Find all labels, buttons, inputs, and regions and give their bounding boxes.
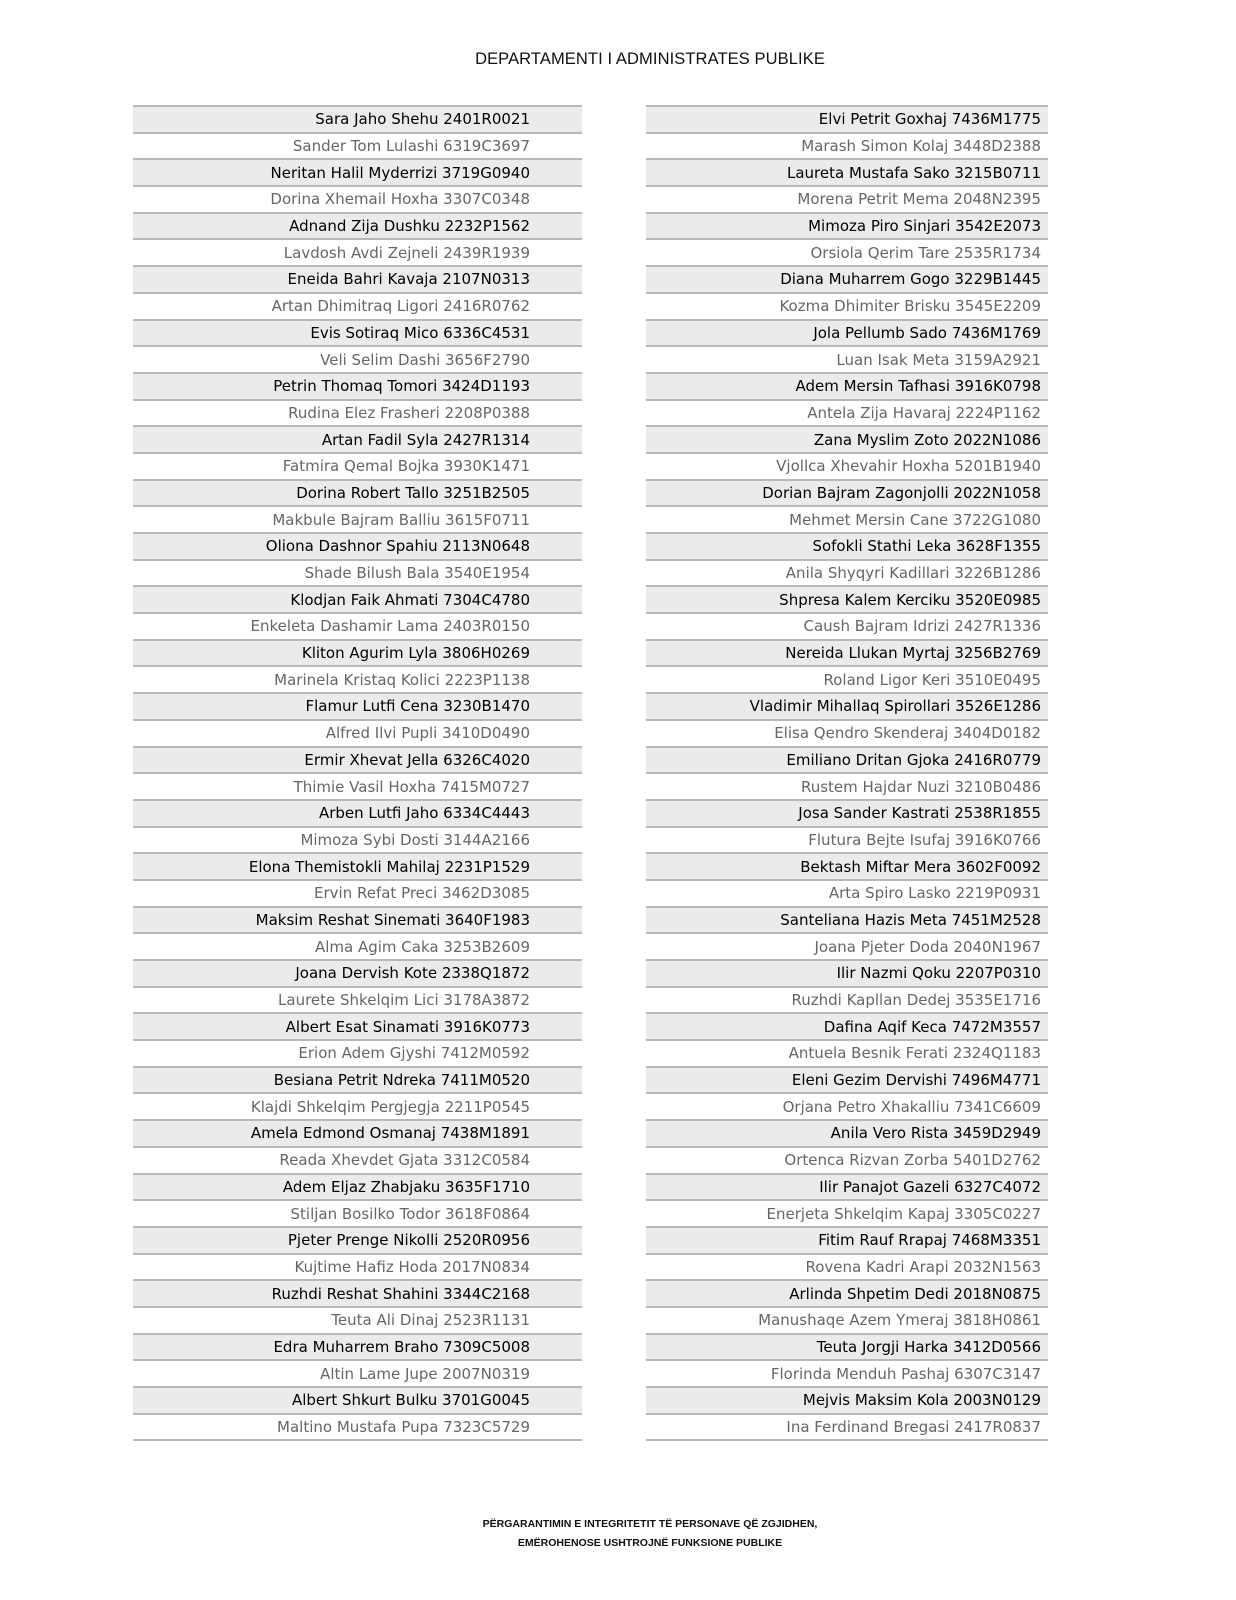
list-item: Bektash Miftar Mera 3602F0092: [646, 852, 1048, 879]
list-item: Kozma Dhimiter Brisku 3545E2209: [646, 292, 1048, 319]
list-item: Elvi Petrit Goxhaj 7436M1775: [646, 105, 1048, 132]
list-item: Ilir Panajot Gazeli 6327C4072: [646, 1173, 1048, 1200]
list-item: Florinda Menduh Pashaj 6307C3147: [646, 1359, 1048, 1386]
list-item: Alma Agim Caka 3253B2609: [133, 932, 582, 959]
list-item: Veli Selim Dashi 3656F2790: [133, 345, 582, 372]
list-item: Santeliana Hazis Meta 7451M2528: [646, 906, 1048, 933]
list-item: Kujtime Hafiz Hoda 2017N0834: [133, 1253, 582, 1280]
list-item: Anila Shyqyri Kadillari 3226B1286: [646, 559, 1048, 586]
footer-line-2: EMËROHENOSE USHTROJNË FUNKSIONE PUBLIKE: [517, 1537, 783, 1549]
list-item: Joana Dervish Kote 2338Q1872: [133, 959, 582, 986]
list-item: Elona Themistokli Mahilaj 2231P1529: [133, 852, 582, 879]
list-item: Anila Vero Rista 3459D2949: [646, 1119, 1048, 1146]
list-item: Amela Edmond Osmanaj 7438M1891: [133, 1119, 582, 1146]
list-item: Fatmira Qemal Bojka 3930K1471: [133, 452, 582, 479]
list-item: Thimie Vasil Hoxha 7415M0727: [133, 772, 582, 799]
list-item: Maltino Mustafa Pupa 7323C5729: [133, 1413, 582, 1440]
list-item: Shpresa Kalem Kerciku 3520E0985: [646, 585, 1048, 612]
list-item: Ermir Xhevat Jella 6326C4020: [133, 746, 582, 773]
list-item: Ruzhdi Reshat Shahini 3344C2168: [133, 1279, 582, 1306]
list-item: Rudina Elez Frasheri 2208P0388: [133, 399, 582, 426]
list-item: Sofokli Stathi Leka 3628F1355: [646, 532, 1048, 559]
list-item: Pjeter Prenge Nikolli 2520R0956: [133, 1226, 582, 1253]
list-item: Morena Petrit Mema 2048N2395: [646, 185, 1048, 212]
list-item: Marinela Kristaq Kolici 2223P1138: [133, 665, 582, 692]
list-item: Ruzhdi Kapllan Dedej 3535E1716: [646, 986, 1048, 1013]
list-item: Oliona Dashnor Spahiu 2113N0648: [133, 532, 582, 559]
list-item: Edra Muharrem Braho 7309C5008: [133, 1333, 582, 1360]
list-item: Diana Muharrem Gogo 3229B1445: [646, 265, 1048, 292]
list-item: Laureta Mustafa Sako 3215B0711: [646, 158, 1048, 185]
list-item: Orsiola Qerim Tare 2535R1734: [646, 238, 1048, 265]
list-item: Altin Lame Jupe 2007N0319: [133, 1359, 582, 1386]
list-item: Mimoza Sybi Dosti 3144A2166: [133, 826, 582, 853]
list-item: Enkeleta Dashamir Lama 2403R0150: [133, 612, 582, 639]
list-item: Josa Sander Kastrati 2538R1855: [646, 799, 1048, 826]
footer-line-1: PËRGARANTIMIN E INTEGRITETIT TË PERSONAVE QË ZGJIDHEN,: [482, 1518, 818, 1530]
list-item: Adem Mersin Tafhasi 3916K0798: [646, 372, 1048, 399]
list-item: Arlinda Shpetim Dedi 2018N0875: [646, 1279, 1048, 1306]
list-item: Laurete Shkelqim Lici 3178A3872: [133, 986, 582, 1013]
list-item: Ervin Refat Preci 3462D3085: [133, 879, 582, 906]
list-item: Petrin Thomaq Tomori 3424D1193: [133, 372, 582, 399]
list-item: Enerjeta Shkelqim Kapaj 3305C0227: [646, 1199, 1048, 1226]
list-item: Dafina Aqif Keca 7472M3557: [646, 1012, 1048, 1039]
list-item: Alfred Ilvi Pupli 3410D0490: [133, 719, 582, 746]
list-item: Neritan Halil Myderrizi 3719G0940: [133, 158, 582, 185]
list-item: Adnand Zija Dushku 2232P1562: [133, 212, 582, 239]
list-item: Kliton Agurim Lyla 3806H0269: [133, 639, 582, 666]
list-item: Flutura Bejte Isufaj 3916K0766: [646, 826, 1048, 853]
right-name-list: [646, 105, 1048, 1441]
list-item: Fitim Rauf Rrapaj 7468M3351: [646, 1226, 1048, 1253]
list-item: Dorina Robert Tallo 3251B2505: [133, 479, 582, 506]
list-bottom-rule: [133, 1439, 582, 1441]
list-item: Shade Bilush Bala 3540E1954: [133, 559, 582, 586]
list-item: Erion Adem Gjyshi 7412M0592: [133, 1039, 582, 1066]
list-item: Elisa Qendro Skenderaj 3404D0182: [646, 719, 1048, 746]
list-item: Eneida Bahri Kavaja 2107N0313: [133, 265, 582, 292]
page-footer: [0, 1515, 1236, 1553]
list-item: Sander Tom Lulashi 6319C3697: [133, 132, 582, 159]
list-item: Ina Ferdinand Bregasi 2417R0837: [646, 1413, 1048, 1440]
list-item: Joana Pjeter Doda 2040N1967: [646, 932, 1048, 959]
list-item: Teuta Jorgji Harka 3412D0566: [646, 1333, 1048, 1360]
page-title: DEPARTAMENTI I ADMINISTRATES PUBLIKE: [475, 50, 825, 68]
list-item: Eleni Gezim Dervishi 7496M4771: [646, 1066, 1048, 1093]
list-item: Manushaqe Azem Ymeraj 3818H0861: [646, 1306, 1048, 1333]
list-item: Vladimir Mihallaq Spirollari 3526E1286: [646, 692, 1048, 719]
list-item: Mehmet Mersin Cane 3722G1080: [646, 505, 1048, 532]
list-item: Antela Zija Havaraj 2224P1162: [646, 399, 1048, 426]
list-item: Roland Ligor Keri 3510E0495: [646, 665, 1048, 692]
list-item: Sara Jaho Shehu 2401R0021: [133, 105, 582, 132]
list-item: Dorina Xhemail Hoxha 3307C0348: [133, 185, 582, 212]
list-item: Ilir Nazmi Qoku 2207P0310: [646, 959, 1048, 986]
list-item: Luan Isak Meta 3159A2921: [646, 345, 1048, 372]
list-item: Stiljan Bosilko Todor 3618F0864: [133, 1199, 582, 1226]
list-item: Adem Eljaz Zhabjaku 3635F1710: [133, 1173, 582, 1200]
list-item: Arta Spiro Lasko 2219P0931: [646, 879, 1048, 906]
list-item: Flamur Lutfi Cena 3230B1470: [133, 692, 582, 719]
list-item: Rustem Hajdar Nuzi 3210B0486: [646, 772, 1048, 799]
list-item: Arben Lutfi Jaho 6334C4443: [133, 799, 582, 826]
list-item: Vjollca Xhevahir Hoxha 5201B1940: [646, 452, 1048, 479]
list-item: Klodjan Faik Ahmati 7304C4780: [133, 585, 582, 612]
list-item: Maksim Reshat Sinemati 3640F1983: [133, 906, 582, 933]
list-item: Jola Pellumb Sado 7436M1769: [646, 319, 1048, 346]
list-item: Artan Dhimitraq Ligori 2416R0762: [133, 292, 582, 319]
list-item: Besiana Petrit Ndreka 7411M0520: [133, 1066, 582, 1093]
list-item: Albert Shkurt Bulku 3701G0045: [133, 1386, 582, 1413]
list-item: Dorian Bajram Zagonjolli 2022N1058: [646, 479, 1048, 506]
list-item: Artan Fadil Syla 2427R1314: [133, 425, 582, 452]
list-item: Nereida Llukan Myrtaj 3256B2769: [646, 639, 1048, 666]
list-item: Mimoza Piro Sinjari 3542E2073: [646, 212, 1048, 239]
list-item: Emiliano Dritan Gjoka 2416R0779: [646, 746, 1048, 773]
left-name-list: [133, 105, 582, 1441]
list-item: Mejvis Maksim Kola 2003N0129: [646, 1386, 1048, 1413]
list-item: Ortenca Rizvan Zorba 5401D2762: [646, 1146, 1048, 1173]
list-item: Teuta Ali Dinaj 2523R1131: [133, 1306, 582, 1333]
list-item: Marash Simon Kolaj 3448D2388: [646, 132, 1048, 159]
list-item: Rovena Kadri Arapi 2032N1563: [646, 1253, 1048, 1280]
list-item: Antuela Besnik Ferati 2324Q1183: [646, 1039, 1048, 1066]
list-item: Orjana Petro Xhakalliu 7341C6609: [646, 1092, 1048, 1119]
list-item: Caush Bajram Idrizi 2427R1336: [646, 612, 1048, 639]
list-item: Lavdosh Avdi Zejneli 2439R1939: [133, 238, 582, 265]
list-item: Zana Myslim Zoto 2022N1086: [646, 425, 1048, 452]
list-item: Evis Sotiraq Mico 6336C4531: [133, 319, 582, 346]
list-item: Makbule Bajram Balliu 3615F0711: [133, 505, 582, 532]
list-item: Albert Esat Sinamati 3916K0773: [133, 1012, 582, 1039]
list-item: Reada Xhevdet Gjata 3312C0584: [133, 1146, 582, 1173]
list-bottom-rule: [646, 1439, 1048, 1441]
list-item: Klajdi Shkelqim Pergjegja 2211P0545: [133, 1092, 582, 1119]
